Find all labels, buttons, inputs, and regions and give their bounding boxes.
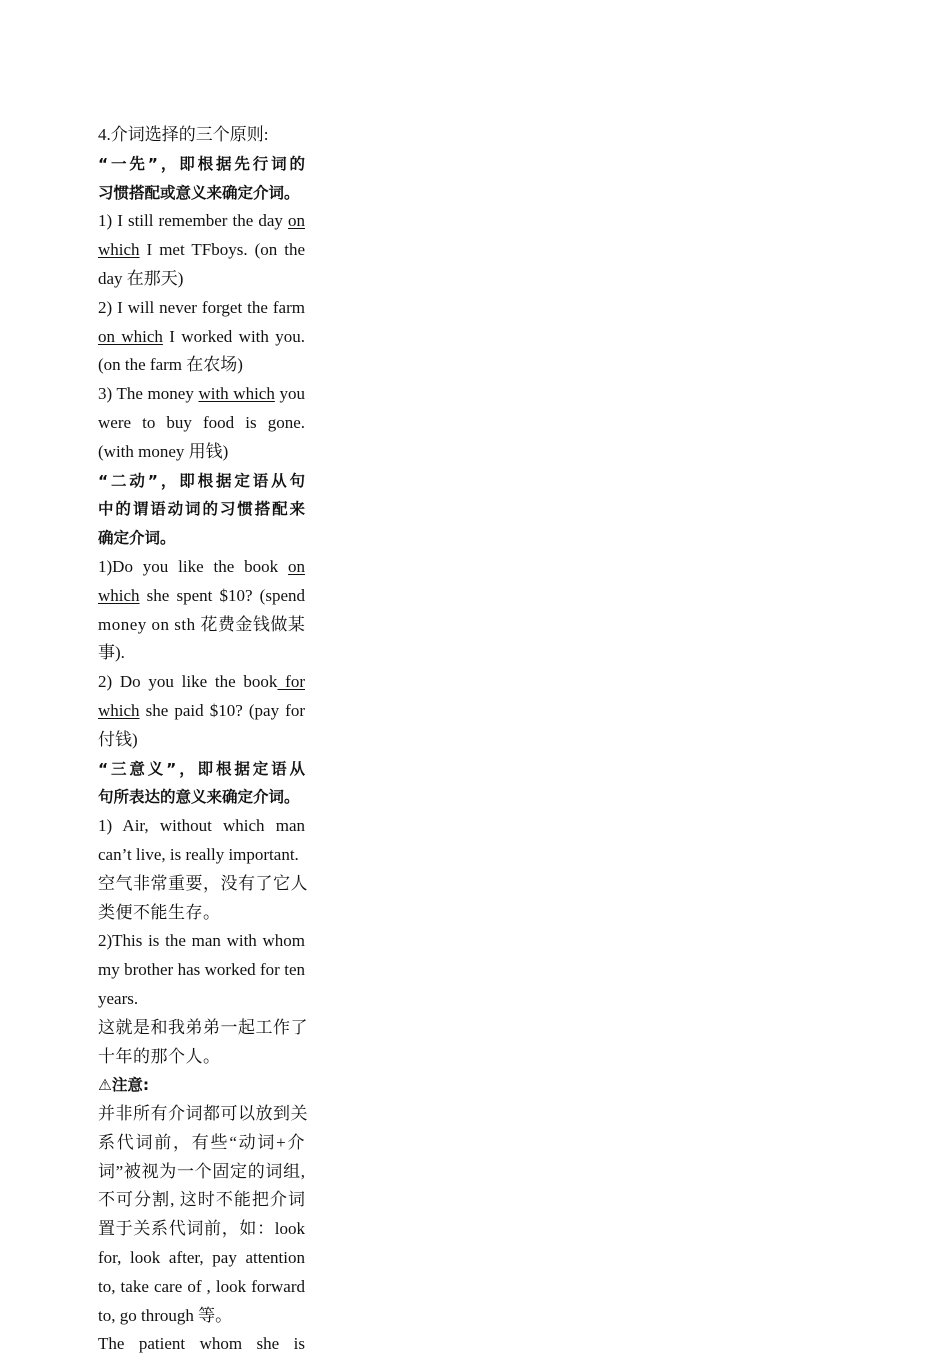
document-column <box>98 121 308 1359</box>
rule3-example1-line4: 类便不能生存。 <box>98 902 221 922</box>
rule2-example2-line1: 2) Do you like the book for <box>98 672 306 692</box>
rule3-example2-line3: years. <box>98 988 139 1008</box>
rule2-example1-line2: which she spent $10? (spend <box>98 585 305 605</box>
note-line5: 置于关系代词前，如：look <box>98 1219 305 1239</box>
rule3-example2-line5: 十年的那个人。 <box>98 1046 221 1066</box>
rule3-heading-line1: “三意义”，即根据定语从 <box>98 759 305 778</box>
trailing-partial-line: The patient whom she is <box>98 1334 305 1354</box>
rule2-heading-line1: “二动”，即根据定语从句 <box>98 471 305 490</box>
section-title: 4.介词选择的三个原则: <box>98 125 269 144</box>
rule3-example2-line1: 2)This is the man with whom <box>98 931 305 951</box>
rule1-example1-line3: day 在那天) <box>98 268 184 288</box>
rule2-example2-line3: 付钱) <box>98 729 138 749</box>
rule2-heading-line2: 中的谓语动词的习惯搭配来 <box>98 500 305 519</box>
rule1-heading-line2: 习惯搭配或意义来确定介词。 <box>98 183 300 202</box>
note-heading: ⚠注意: <box>98 1076 150 1095</box>
note-line8: to, go through 等。 <box>98 1305 233 1325</box>
rule3-heading-line2: 句所表达的意义来确定介词。 <box>98 788 300 807</box>
rule1-example3-line2: were to buy food is gone. <box>98 412 305 432</box>
rule2-example2-line2: which she paid $10? (pay for <box>98 700 305 720</box>
rule2-example1-line3: money on sth 花费金钱做某 <box>98 614 306 634</box>
rule1-example2-line3: (on the farm 在农场) <box>98 355 243 375</box>
rule3-example2-line2: my brother has worked for ten <box>98 960 305 980</box>
rule2-heading-line3: 确定介词。 <box>98 529 176 548</box>
rule1-example3-line1: 3) The money with which you <box>98 384 305 404</box>
rule3-example1-line1: 1) Air, without which man <box>98 816 305 836</box>
note-line4: 不可分割, 这时不能把介词 <box>98 1190 305 1210</box>
rule1-heading-line1: “一先”，即根据先行词的 <box>98 154 305 173</box>
rule1-example3-line3: (with money 用钱) <box>98 441 229 461</box>
rule1-example2-line1: 2) I will never forget the farm <box>98 297 305 317</box>
note-line7: to, take care of , look forward <box>98 1276 305 1296</box>
rule2-example1-line4: 事). <box>98 643 125 663</box>
note-line1: 并非所有介词都可以放到关 <box>98 1104 308 1124</box>
note-line3: 词”被视为一个固定的词组, <box>98 1161 305 1181</box>
rule3-example2-line4: 这就是和我弟弟一起工作了 <box>98 1017 308 1037</box>
rule3-example1-line3: 空气非常重要，没有了它人 <box>98 873 308 893</box>
rule1-example2-line2: on which I worked with you. <box>98 326 306 346</box>
rule2-example1-line1: 1)Do you like the book on <box>98 556 305 576</box>
rule1-example1-line1: 1) I still remember the day on <box>98 211 305 231</box>
rule1-example1-line2: which I met TFboys. (on the <box>98 240 305 260</box>
note-line2: 系代词前，有些“动词+介 <box>98 1132 305 1152</box>
note-line6: for, look after, pay attention <box>98 1248 305 1268</box>
rule3-example1-line2: can’t live, is really important. <box>98 844 299 864</box>
